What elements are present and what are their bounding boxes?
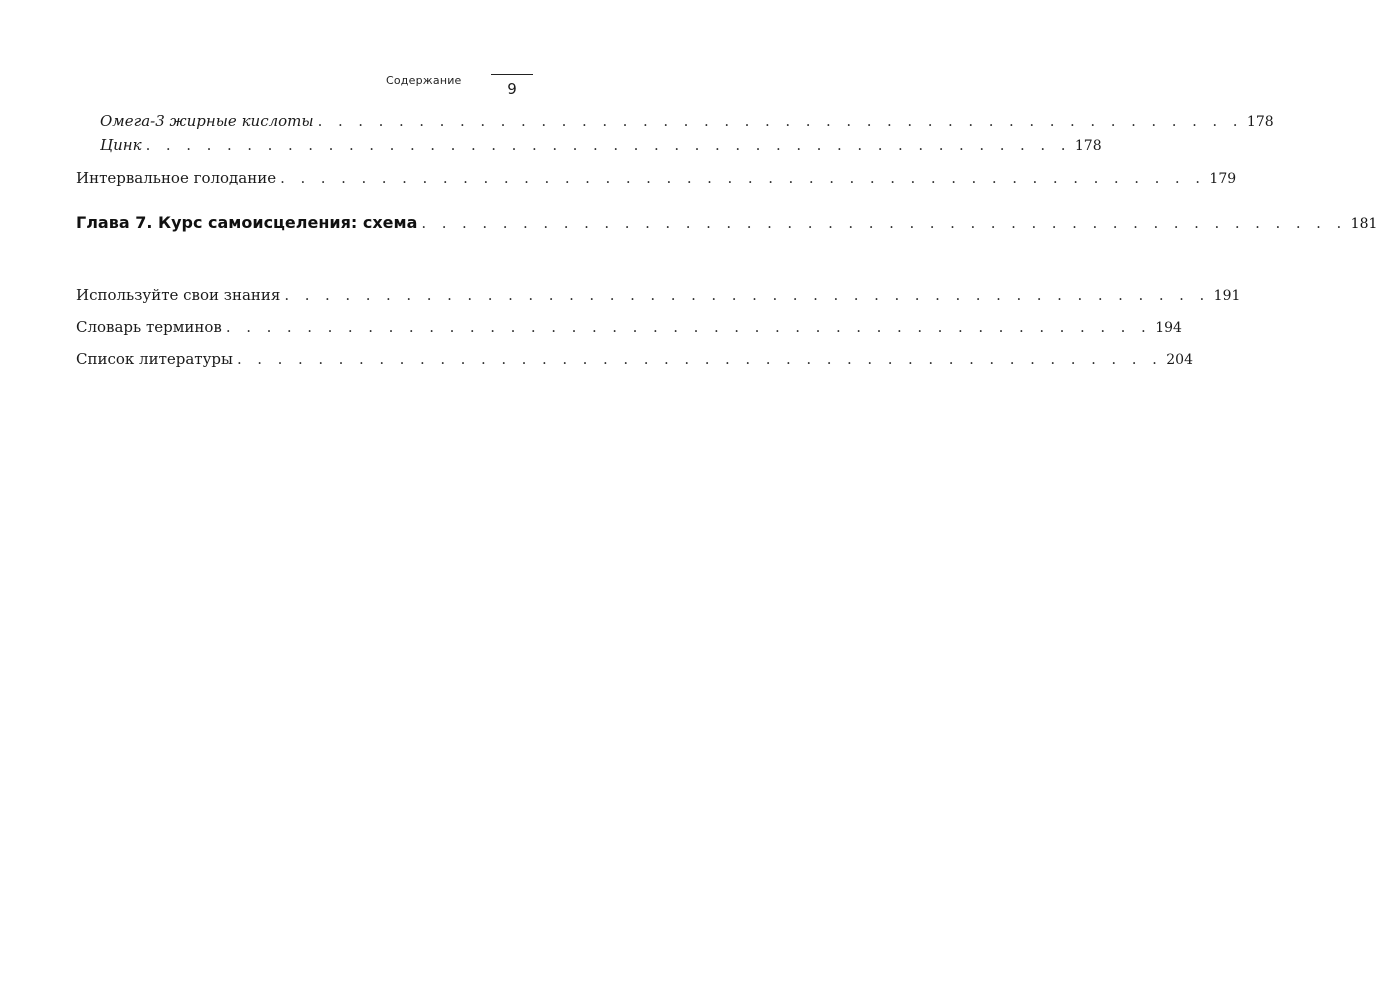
toc-entry-title: Глава 7. Курс самоисцеления: схема — [76, 213, 418, 232]
header-rule — [491, 74, 533, 75]
toc-entry-references — [76, 348, 1193, 370]
toc-entry-omega3 — [100, 110, 1274, 132]
dot-leader: . . . . . . . . . . . . . . . . . . . . . . . . . . . . . . . . . . . . . . . . . . . . . . — [236, 350, 1163, 368]
dot-leader: . . . . . . . . . . . . . . . . . . . . . . . . . . . . . . . . . . . . . . . . . . . . . . — [280, 169, 1206, 187]
toc-entry-intermittent-fasting — [76, 167, 1237, 189]
toc-entry-page: 191 — [1213, 288, 1241, 304]
toc-entry-page: 179 — [1209, 171, 1237, 187]
toc-entry-page: 178 — [1246, 114, 1274, 130]
toc-entry-title: Используйте свои знания — [76, 286, 281, 304]
toc-entry-glossary — [76, 316, 1182, 338]
dot-leader: . . . . . . . . . . . . . . . . . . . . . . . . . . . . . . . . . . . . . . . . . . . . . . — [145, 136, 1071, 154]
toc-entry-chapter-7 — [76, 212, 1377, 234]
toc-entry-title: Интервальное голодание — [76, 169, 277, 187]
running-head-title: Содержание — [386, 74, 462, 87]
toc-entry-page: 204 — [1166, 352, 1193, 368]
toc-entry-title: Список литературы — [76, 350, 233, 368]
toc-entry-page: 181 — [1350, 216, 1377, 232]
toc-entry-page: 194 — [1155, 320, 1182, 336]
toc-entry-page: 178 — [1074, 138, 1102, 154]
dot-leader: . . . . . . . . . . . . . . . . . . . . . . . . . . . . . . . . . . . . . . . . . . . . . . — [284, 286, 1210, 304]
page-number: 9 — [507, 80, 517, 98]
toc-entry-title: Цинк — [100, 136, 142, 154]
dot-leader: . . . . . . . . . . . . . . . . . . . . . . . . . . . . . . . . . . . . . . . . . . . . . . — [225, 318, 1152, 336]
toc-entry-title: Омега-3 жирные кислоты — [100, 112, 314, 130]
toc-entry-zinc — [100, 134, 1102, 156]
dot-leader: . . . . . . . . . . . . . . . . . . . . . . . . . . . . . . . . . . . . . . . . . . . . . . — [317, 112, 1243, 130]
dot-leader: . . . . . . . . . . . . . . . . . . . . . . . . . . . . . . . . . . . . . . . . . . . . . . — [421, 214, 1347, 232]
toc-entry-use-knowledge — [76, 284, 1241, 306]
toc-entry-title: Словарь терминов — [76, 318, 222, 336]
